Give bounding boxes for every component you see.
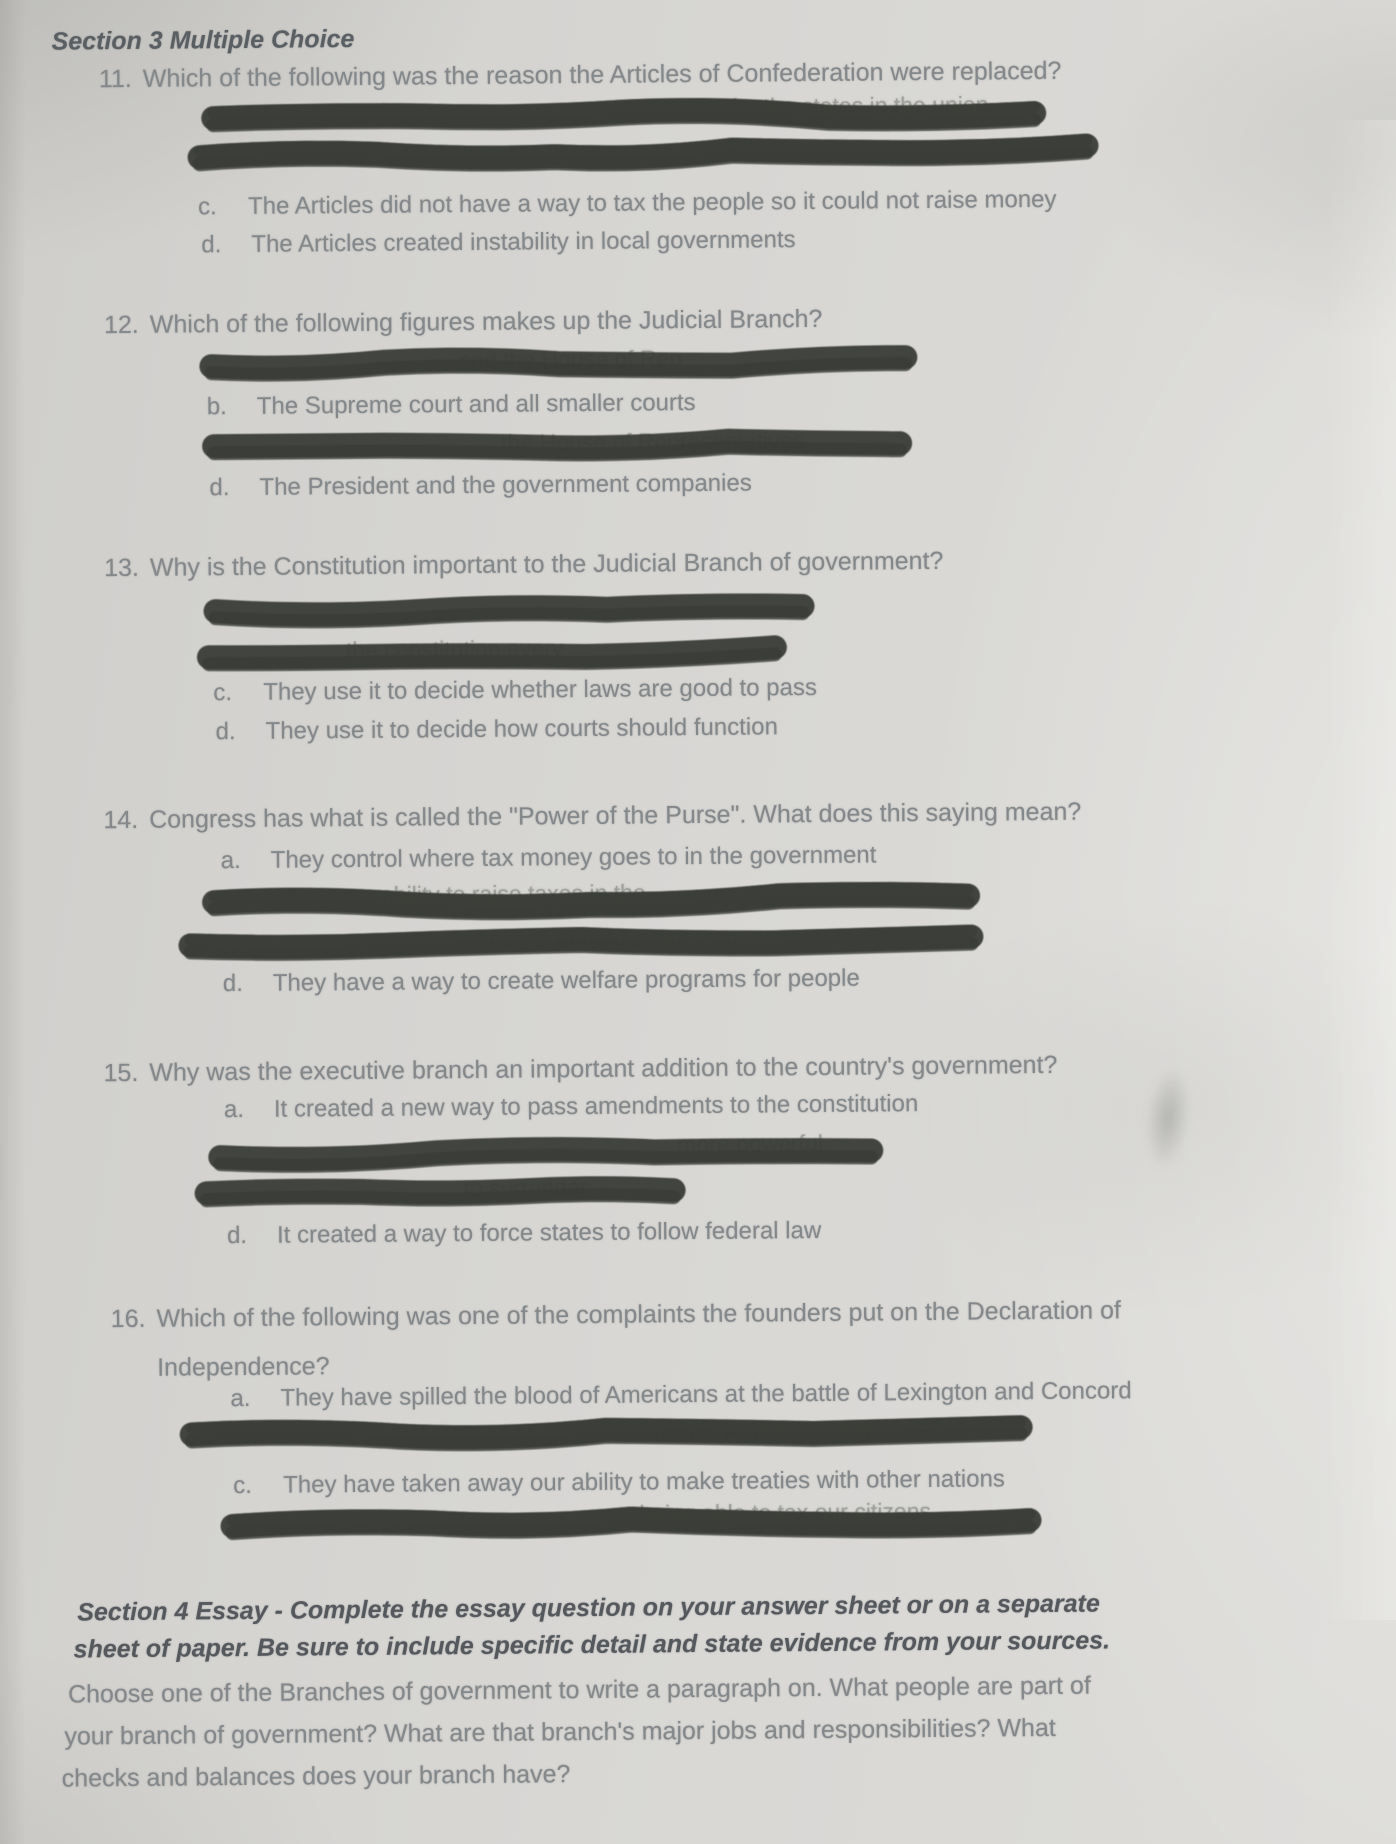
question-15 xyxy=(103,1051,1057,1088)
option-text: They control where tax money goes to in the government xyxy=(270,841,877,874)
option-letter: d. xyxy=(209,474,230,502)
ghost-text: for the states in the union xyxy=(730,91,989,120)
ghost-text: and the House of Rep xyxy=(458,345,683,374)
option-letter: a. xyxy=(220,846,241,875)
question-13 xyxy=(104,547,943,583)
question-14 xyxy=(103,798,1081,836)
marker-redaction-bar xyxy=(219,1496,1042,1551)
option-row xyxy=(209,470,752,503)
option-text: They use it to decide how courts should function xyxy=(265,713,779,745)
option-text: They have taken away our ability to make treaties with other nations xyxy=(283,1465,1005,1499)
option-text: It created a new way to pass amendments to the constitution xyxy=(273,1090,919,1123)
marker-redaction-bar xyxy=(179,1406,1034,1461)
question-text: Congress has what is called the "Power of the Purse". What does this saying mean? xyxy=(149,797,1082,834)
option-letter: a. xyxy=(223,1095,245,1124)
marker-redaction-bar xyxy=(198,339,918,393)
essay-prompt-line2: your branch of government? What are that branch's major jobs and responsibilities? What xyxy=(64,1713,1056,1751)
question-text: Which of the following was the reason the Articles of Confederation were replaced? xyxy=(142,56,1062,93)
essay-prompt-line1: Choose one of the Branches of government to write a paragraph on. What people are part of xyxy=(67,1671,1091,1709)
option-text: They have spilled the blood of Americans at the battle of Lexington and Concord xyxy=(280,1377,1132,1412)
redacted-option xyxy=(179,1406,1034,1461)
section4-title-line1: Section 4 Essay - Complete the essay question on your answer sheet or on a separate xyxy=(77,1589,1100,1627)
option-letter: b. xyxy=(206,393,227,421)
question-text: Which of the following figures makes up the Judicial Branch? xyxy=(149,304,823,339)
question-text-line2: Independence? xyxy=(157,1352,330,1382)
question-number: 14. xyxy=(103,805,139,835)
marker-redaction-bar xyxy=(201,419,913,473)
option-row xyxy=(221,841,877,875)
ghost-text: more powerful xyxy=(677,1129,824,1158)
question-16 xyxy=(111,1296,1121,1334)
marker-redaction-bar xyxy=(193,1167,686,1219)
option-letter: d. xyxy=(226,1221,248,1250)
question-number: 15. xyxy=(103,1058,139,1088)
option-row xyxy=(201,226,795,259)
section4-title-line2: sheet of paper. Be sure to include specific detail and state evidence from your sources. xyxy=(73,1626,1111,1664)
option-letter: d. xyxy=(201,231,222,259)
redacted-option xyxy=(201,419,913,473)
redacted-option xyxy=(198,339,918,393)
option-row xyxy=(233,1465,1005,1500)
redacted-option xyxy=(219,1496,1042,1551)
option-text: It created a way to force states to follow federal law xyxy=(276,1216,822,1249)
marker-redaction-bar xyxy=(177,916,984,971)
option-text: The Supreme court and all smaller courts xyxy=(256,389,696,420)
option-letter: d. xyxy=(222,969,243,998)
question-number: 12. xyxy=(103,310,139,340)
option-row xyxy=(207,389,696,421)
marker-redaction-bar xyxy=(186,126,1099,182)
essay-prompt-line3: checks and balances does your branch have? xyxy=(61,1760,571,1793)
option-text: They use it to decide whether laws are good to pass xyxy=(263,673,818,706)
question-11 xyxy=(99,57,1062,94)
option-row xyxy=(227,1217,821,1250)
question-number: 16. xyxy=(110,1304,146,1334)
question-number: 11. xyxy=(98,64,132,94)
ghost-text: the constitution every xyxy=(345,635,564,664)
redacted-option xyxy=(177,916,984,971)
question-number: 13. xyxy=(104,553,140,583)
option-letter: a. xyxy=(230,1384,251,1413)
section3-title: Section 3 Multiple Choice xyxy=(51,24,355,56)
option-row xyxy=(215,713,778,746)
option-text: The President and the government companies xyxy=(259,469,752,501)
option-text: They have a way to create welfare programs for people xyxy=(272,964,860,997)
option-letter: c. xyxy=(197,193,217,221)
ghost-text: being able to tax our citizens xyxy=(639,1497,932,1527)
option-letter: c. xyxy=(213,679,233,707)
option-text: The Articles did not have a way to tax the people so it could not raise money xyxy=(247,185,1057,220)
ghost-text: to surrender xyxy=(463,1173,588,1202)
marker-redaction-bar xyxy=(196,628,788,681)
ghost-text: ability to raise taxes in the xyxy=(380,879,646,908)
redacted-option xyxy=(186,126,1099,182)
ghost-text: the House of Representatives xyxy=(500,427,805,456)
ghost-text: Native American neighbors xyxy=(653,1416,929,1445)
question-12 xyxy=(104,305,823,340)
ghost-text: money is printed every year xyxy=(457,923,741,953)
redacted-option xyxy=(196,628,788,681)
option-letter: d. xyxy=(215,718,236,746)
question-text: Why is the Constitution important to the Judicial Branch of government? xyxy=(149,546,944,582)
option-row xyxy=(223,965,860,999)
option-row xyxy=(198,186,1057,221)
option-letter: c. xyxy=(233,1471,252,1500)
option-row xyxy=(224,1090,919,1124)
option-text: The Articles created instability in local governments xyxy=(251,226,796,258)
question-text-line1: Which of the following was one of the complaints the founders put on the Declaration of xyxy=(156,1296,1122,1333)
question-text: Why was the executive branch an important addition to the country's government? xyxy=(149,1050,1058,1087)
redacted-option xyxy=(193,1167,686,1219)
